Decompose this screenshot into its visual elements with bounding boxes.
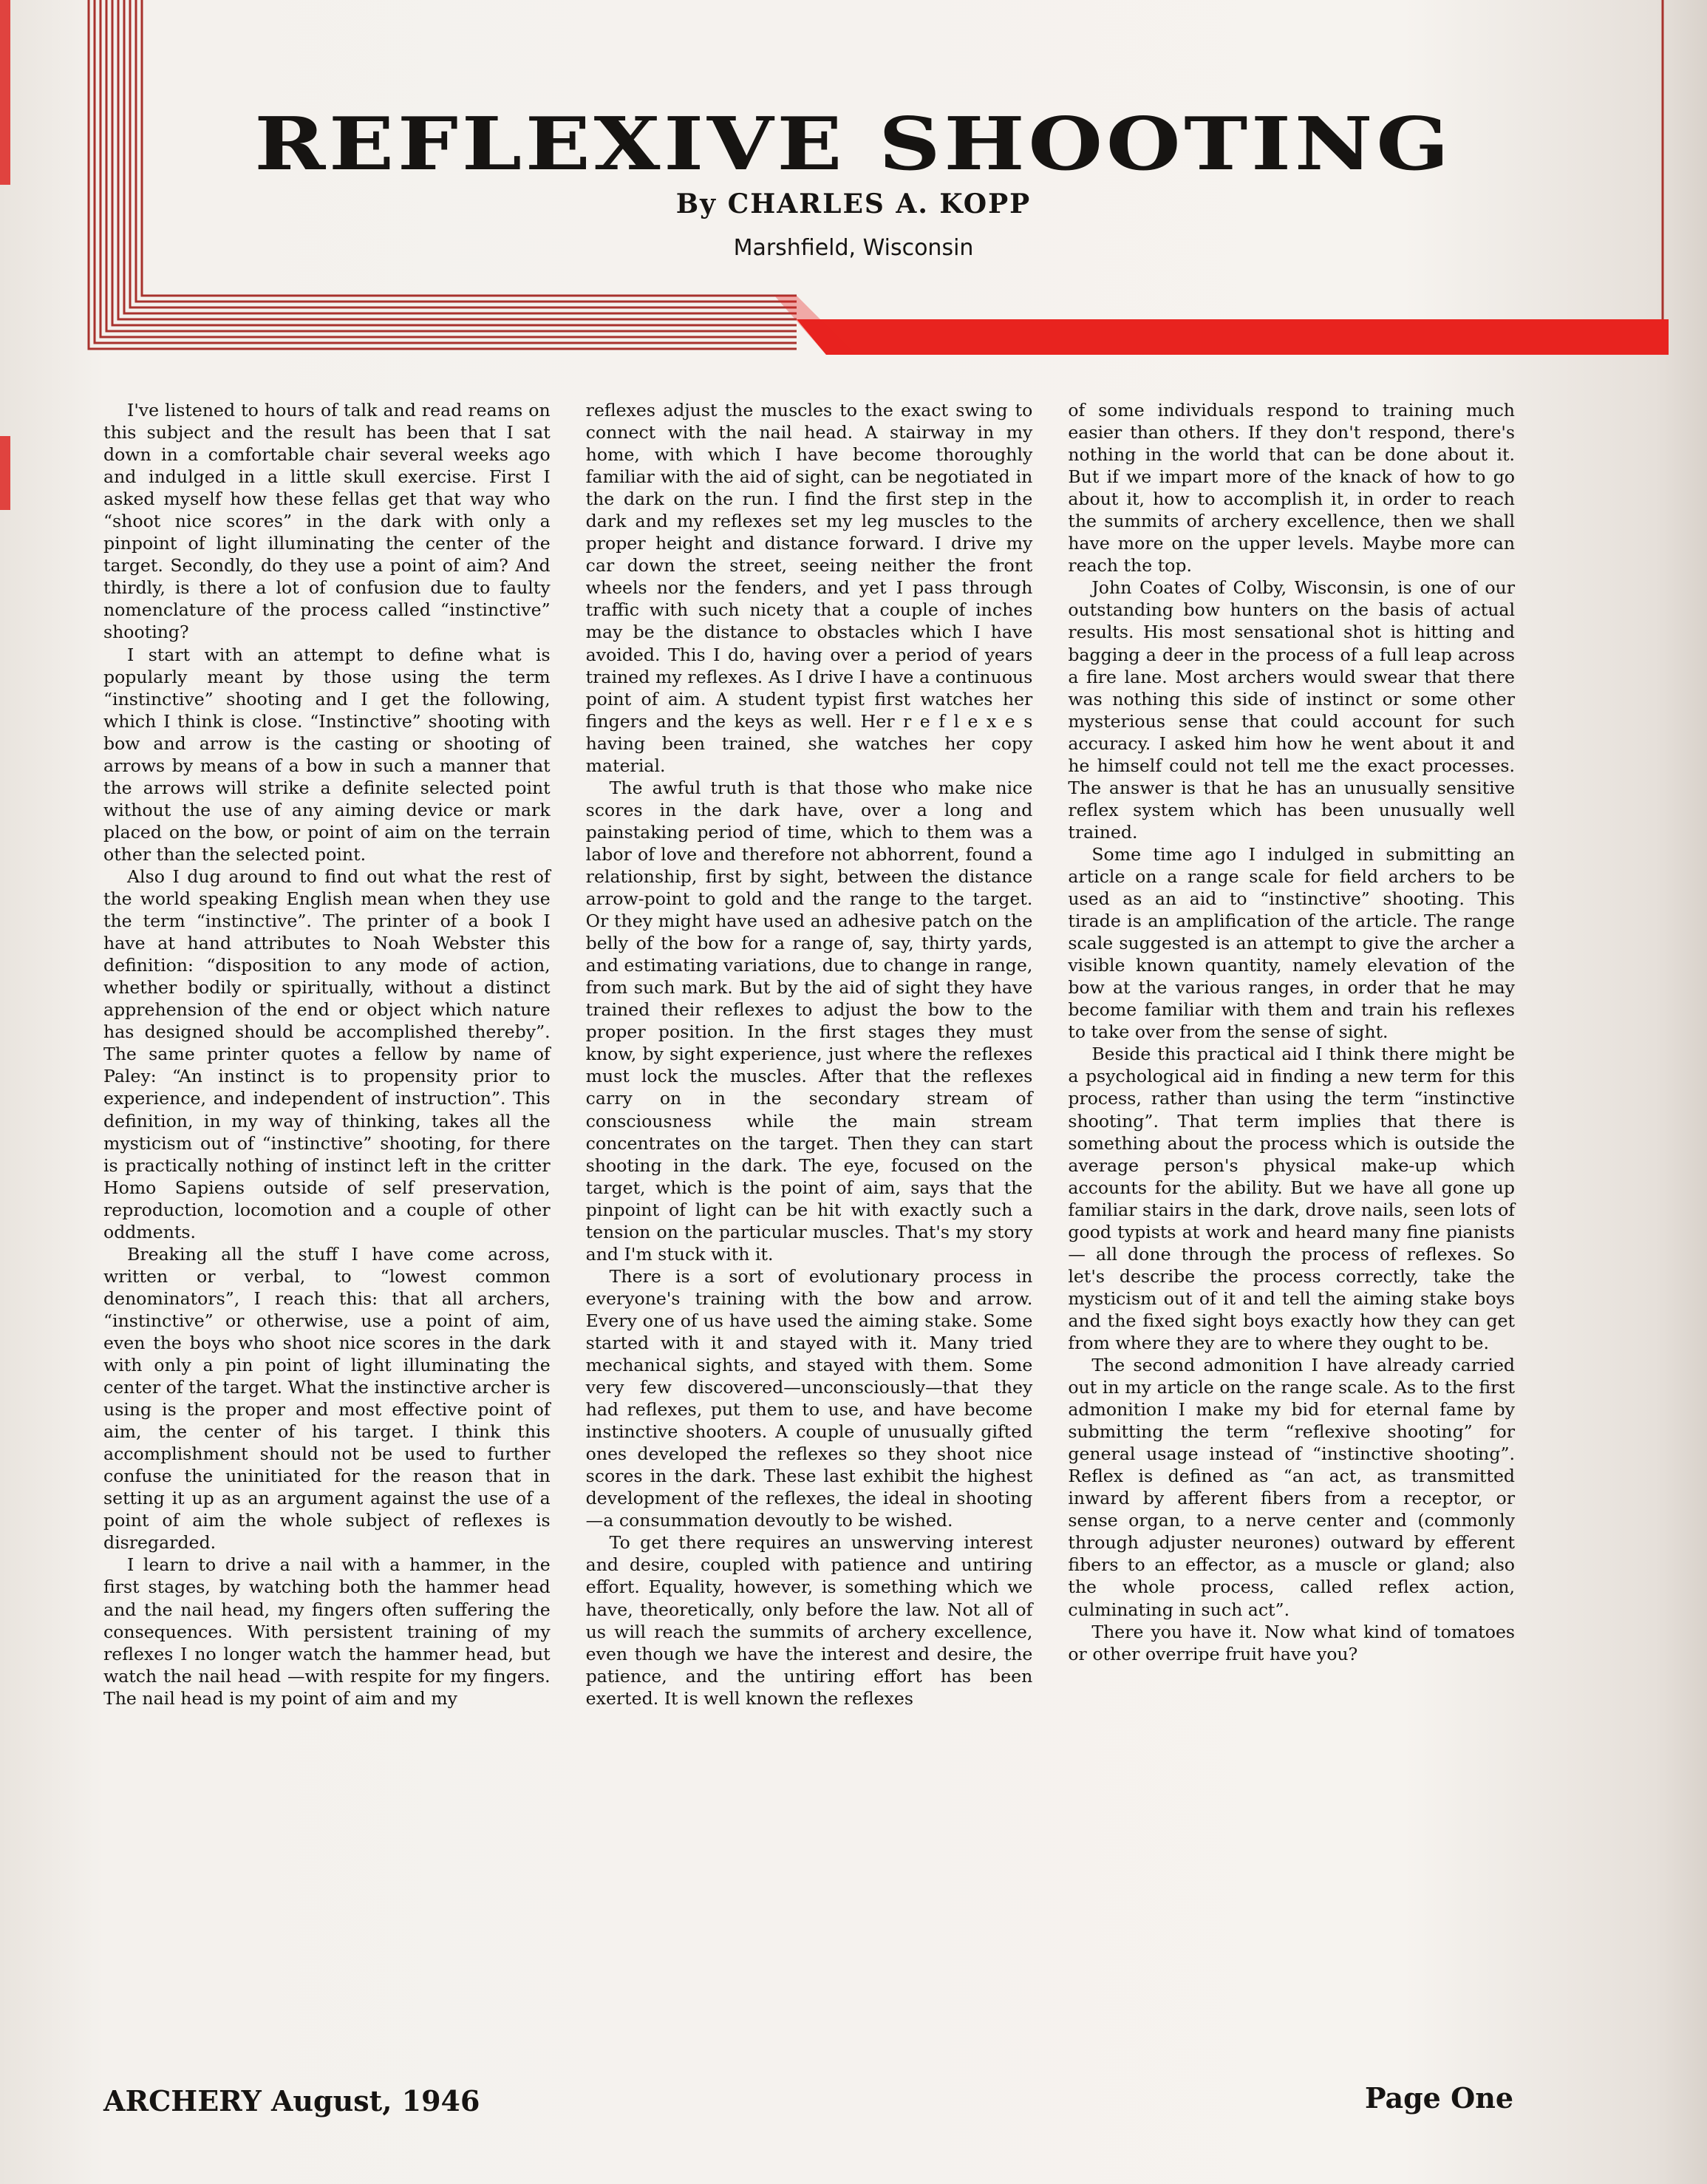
paragraph: Beside this practical aid I think there might be a psychological aid in finding a new term for this process, rather than using the term “instinctive shooting”. That term implies that there is something about the process which is outside the average person's physical make-up which accounts for the ability. But we have all gone up familiar stairs in the dark, drove nails, seen lots of good typists at work and heard many fine pianists — all done through the process of reflexes. So let's describe the process correctly, take the mysticism out of it and tell the aiming stake boys and the fixed sight boys exactly how they can get from where they are to where they ought to be. [1068, 1044, 1516, 1353]
paragraph: I start with an attempt to define what is popularly meant by those using the term “instinctive” shooting and I get the following, which I think is close. “Instinctive” shooting with bow and arrow is the casting or shooting of arrows by means of a bow in such a manner that the arrows will strike a definite selected point without the use of any aiming device or mark placed on the bow, or point of aim on the terrain other than the selected point. [103, 644, 551, 865]
footer-publication: ARCHERY August, 1946 [103, 2084, 480, 2117]
paragraph: I've listened to hours of talk and read reams on this subject and the result has been that I sat down in a comfortable chair several weeks ago and indulged in a little skull exercise. First I asked myself how these fellas get that way who “shoot nice scores” in the dark with only a pinpoint of light illuminating the center of the target. Secondly, do they use a point of aim? And thirdly, is there a lot of confusion due to faulty nomenclature of the process called “instinctive” shooting? [103, 400, 551, 643]
article-column-2 [586, 399, 1033, 2040]
paragraph: Some time ago I indulged in submitting an article on a range scale for field archers to be used as an aid to “instinctive” shooting. This tirade is an amplification of the article. The range scale suggested is an attempt to give the archer a visible known quantity, namely elevation of the bow at the various ranges, in order that he may become familiar with them and train his reflexes to take over from the sense of sight. [1068, 843, 1516, 1043]
paragraph: There is a sort of evolutionary process in everyone's training with the bow and arrow. Every one of us have used the aiming stake. Some started with it and stayed with it. Many tried mechanical sights, and stayed with them. Some very few discovered—unconsciously—that they had reflexes, put them to use, and have become instinctive shooters. A couple of unusually gifted ones developed the reflexes so they shoot nice scores in the dark. These last exhibit the highest development of the reflexes, the ideal in shooting—a consummation devoutly to be wished. [585, 1265, 1033, 1531]
footer-page-number: Page One [1364, 2081, 1513, 2115]
paragraph: of some individuals respond to training much easier than others. If they don't respond, there's nothing in the world that can be done about it. But if we impart more of the knack of how to go about it, how to accomplish it, in order to reach the summits of archery excellence, then we shall have more on the upper levels. Maybe more can reach the top. [1068, 400, 1516, 576]
article-title: REFLEXIVE SHOOTING [254, 102, 1453, 187]
red-edge-tab-bottom [0, 436, 10, 510]
paragraph: reflexes adjust the muscles to the exact swing to connect with the nail head. A stairway in my home, with which I have become thoroughly familiar with the aid of sight, can be negotiated in the dark on the run. I find the first step in the dark and my reflexes set my leg muscles to the proper height and distance forward. I drive my car down the street, seeing neither the front wheels nor the fenders, and yet I pass through traffic with such nicety that a couple of inches may be the distance to obstacles which I have avoided. This I do, having over a period of years trained my reflexes. As I drive I have a continuous point of aim. A student typist first watches her fingers and the keys as well. Her r e f l e x e s having been trained, she watches her copy material. [585, 400, 1033, 776]
paragraph: The awful truth is that those who make nice scores in the dark have, over a long and painstaking period of time, which to them was a labor of love and therefore not abhorrent, found a relationship, first by sight, between the distance arrow-point to gold and the range to the target. Or they might have used an adhesive patch on the belly of the bow for a range of, say, thirty yards, and estimating variations, due to change in range, from such mark. But by the aid of sight they have trained their reflexes to adjust the bow to the proper position. In the first stages they must know, by sight experience, just where the reflexes must lock the muscles. After that the reflexes carry on in the secondary stream of consciousness while the main stream concentrates on the target. Then they can start shooting in the dark. The eye, focused on the target, which is the point of aim, says that the pinpoint of light can be hit with exactly such a tension on the particular muscles. That's my story and I'm stuck with it. [585, 777, 1033, 1265]
article-column-1 [103, 399, 551, 2040]
author-location: Marshfield, Wisconsin [733, 235, 974, 261]
paragraph: To get there requires an unswerving interest and desire, coupled with patience and untiring effort. Equality, however, is something which we have, theoretically, only before the law. Not all of us will reach the summits of archery excellence, even though we have the interest and desire, the patience, and the untiring effort has been exerted. It is well known the reflexes [585, 1532, 1033, 1709]
paragraph: The second admonition I have already carried out in my article on the range scale. As to the first admonition I make my bid for eternal fame by submitting the term “reflexive shooting” for general usage instead of “instinctive shooting”. Reflex is defined as “an act, as transmitted inward by afferent fibers from a receptor, or sense organ, to a nerve center and (commonly through adjuster neurones) outward by efferent fibers to an effector, as a muscle or gland; also the whole process, called reflex action, culminating in such act”. [1068, 1355, 1516, 1620]
paragraph: John Coates of Colby, Wisconsin, is one of our outstanding bow hunters on the basis of actual results. His most sensational shot is hitting and bagging a deer in the process of a full leap across a fire lane. Most archers would swear that there was nothing this side of instinct or some other mysterious sense that could account for such accuracy. I asked him how he went about it and he himself could not tell me the exact processes. The answer is that he has an unusually sensitive reflex system which has been unusually well trained. [1068, 577, 1516, 843]
author-byline: By CHARLES A. KOPP [675, 188, 1032, 220]
paragraph: Also I dug around to find out what the rest of the world speaking English mean when they use the term “instinctive”. The printer of a book I have at hand attributes to Noah Webster this definition: “disposition to any mode of action, whether bodily or spiritually, without a distinct apprehension of the end or object which nature has designed should be accomplished thereby”. The same printer quotes a fellow by name of Paley: “An instinct is to propensity prior to experience, and independent of instruction”. This definition, in my way of thinking, takes all the mysticism out of “instinctive” shooting, for there is practically nothing of instinct left in the critter Homo Sapiens outside of self preservation, reproduction, locomotion and a couple of other oddments. [103, 865, 551, 1242]
paragraph: I learn to drive a nail with a hammer, in the first stages, by watching both the hammer head and the nail head, my fingers often suffering the consequences. With persistent training of my reflexes I no longer watch the hammer head, but watch the nail head —with respite for my fingers. The nail head is my point of aim and my [103, 1554, 551, 1709]
article-body [103, 399, 1515, 2040]
article-column-3 [1068, 399, 1515, 2040]
paragraph: There you have it. Now what kind of tomatoes or other overripe fruit have you? [1068, 1621, 1516, 1664]
paragraph: Breaking all the stuff I have come across, written or verbal, to “lowest common denominators”, I reach this: that all archers, “instinctive” or otherwise, use a point of aim, even the boys who shoot nice scores in the dark with only a pin point of light illuminating the center of the target. What the instinctive archer is using is the proper and most effective point of aim, the center of his target. I think this accomplishment should not be used to further confuse the uninitiated for the reason that in setting it up as an argument against the use of a point of aim the whole subject of reflexes is disregarded. [103, 1243, 551, 1554]
